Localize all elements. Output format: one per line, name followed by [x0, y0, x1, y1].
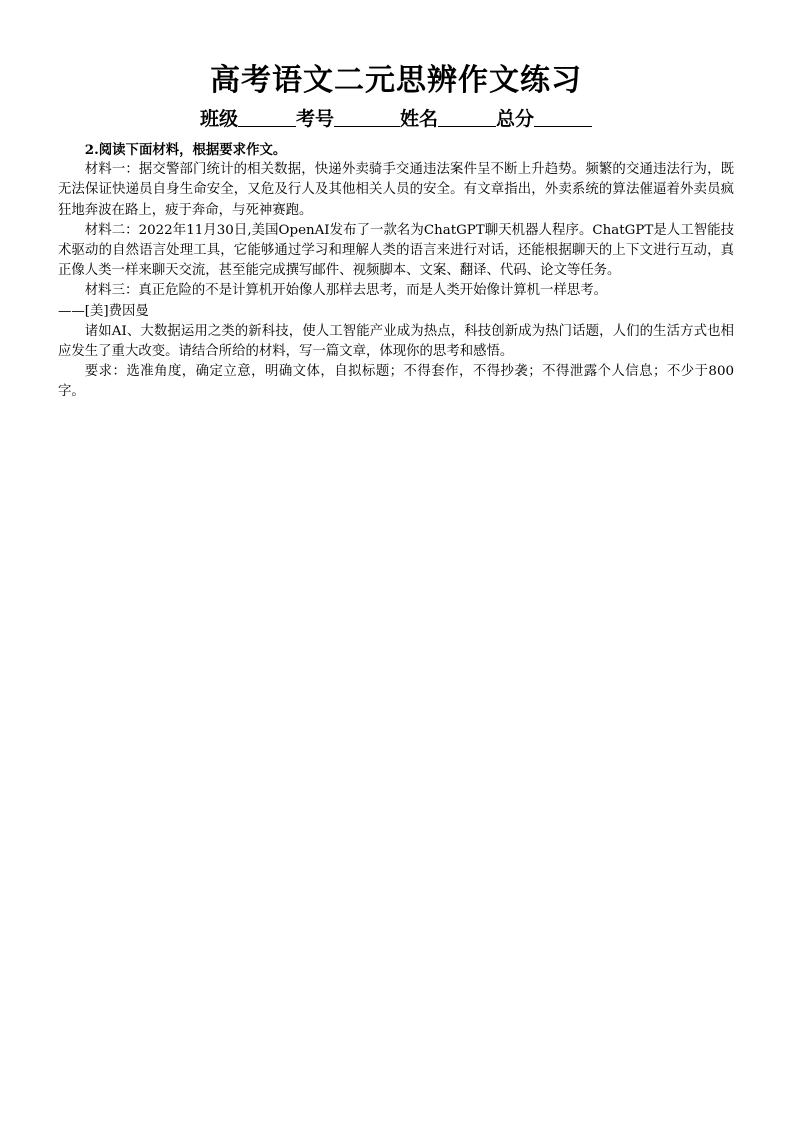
name-label: 姓名: [400, 108, 439, 130]
document-page: [58, 58, 734, 403]
student-info-row: [58, 104, 734, 134]
question-heading: 2.阅读下面材料，根据要求作文。: [84, 142, 287, 158]
score-blank[interactable]: [534, 108, 592, 127]
class-blank[interactable]: [238, 108, 296, 127]
writing-prompt: 诸如AI、大数据运用之类的新科技，使人工智能产业成为热点，科技创新成为热门话题，人们的生活方式也相应发生了重大改变。请结合所给的材料，写一篇文章，体现你的思考和感悟。: [58, 323, 734, 360]
material-three-source: ——[美]费因曼: [58, 303, 149, 319]
writing-requirements: 要求：选准角度，确定立意，明确文体，自拟标题；不得套作，不得抄袭；不得泄露个人信息；不少于800字。: [58, 364, 734, 400]
name-blank[interactable]: [438, 108, 496, 127]
page-title: 高考语文二元思辨作文练习: [210, 63, 582, 98]
material-three: 材料三：真正危险的不是计算机开始像人那样去思考，而是人类开始像计算机一样思考。: [84, 283, 608, 299]
material-two: 材料二：2022年11月30日,美国OpenAI发布了一款名为ChatGPT聊天机器人程序。ChatGPT是人工智能技术驱动的自然语言处理工具，它能够通过学习和理解人类的语言来进行对话，还能根据聊天的上下文进行互动，真正像人类一样来聊天交流，甚至能完成撰写邮件、视频脚本、文案、翻译、代码、论文等任务。: [58, 222, 734, 279]
question-body: [58, 140, 734, 403]
material-one: 材料一：据交警部门统计的相关数据，快递外卖骑手交通违法案件呈不断上升趋势。频繁的交通违法行为，既无法保证快递员自身生命安全，又危及行人及其他相关人员的安全。有文章指出，外卖系统的算法催逼着外卖员疯狂地奔波在路上，疲于奔命，与死神赛跑。: [58, 162, 734, 218]
number-blank[interactable]: [334, 108, 400, 127]
number-label: 考号: [295, 108, 334, 130]
score-label: 总分: [496, 108, 535, 130]
class-label: 班级: [199, 108, 238, 130]
